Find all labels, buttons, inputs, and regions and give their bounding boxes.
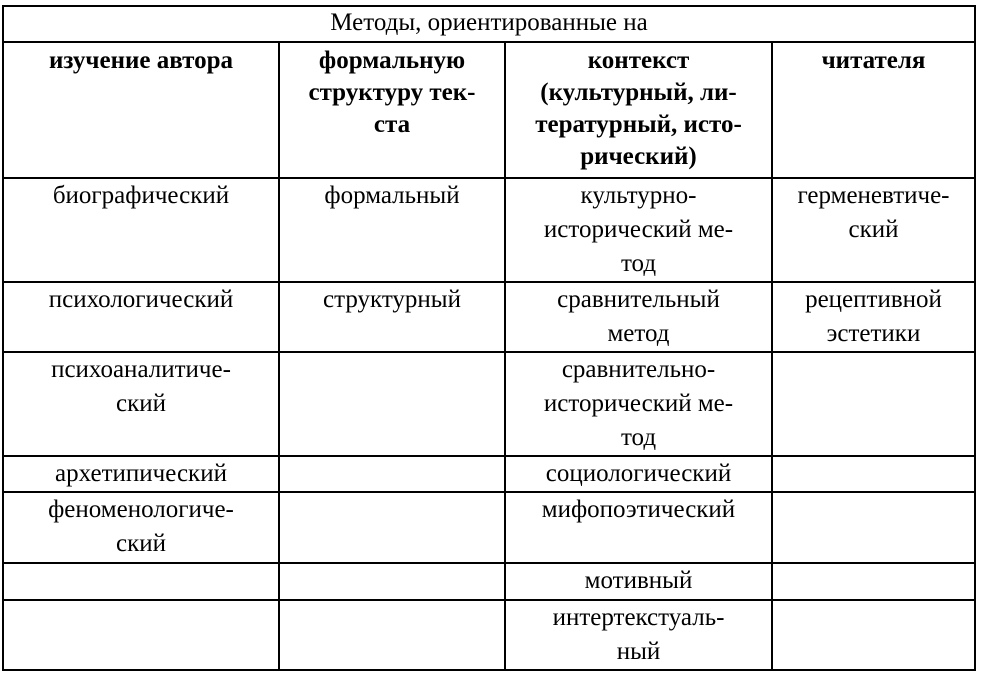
table-cell: формальный bbox=[279, 178, 505, 282]
header-context: контекст (культурный, ли- тературный, исто- рический) bbox=[505, 42, 772, 178]
table-row bbox=[3, 282, 975, 352]
methods-table bbox=[2, 5, 976, 671]
table-row bbox=[3, 456, 975, 492]
table-cell bbox=[279, 352, 505, 456]
table-row bbox=[3, 352, 975, 456]
table-cell bbox=[279, 600, 505, 670]
table-cell bbox=[772, 563, 975, 600]
table-cell bbox=[772, 456, 975, 492]
header-author: изучение автора bbox=[3, 42, 279, 178]
table-cell: феноменологиче- ский bbox=[3, 492, 279, 563]
table-cell: психологический bbox=[3, 282, 279, 352]
table-cell bbox=[279, 456, 505, 492]
table-cell: мифопоэтический bbox=[505, 492, 772, 563]
table-cell: мотивный bbox=[505, 563, 772, 600]
table-row bbox=[3, 563, 975, 600]
table-cell: культурно- исторический ме- тод bbox=[505, 178, 772, 282]
table-row bbox=[3, 492, 975, 563]
table-cell: интертекстуаль- ный bbox=[505, 600, 772, 670]
header-reader: читателя bbox=[772, 42, 975, 178]
table-cell: рецептивной эстетики bbox=[772, 282, 975, 352]
header-form: формальную структуру тек- ста bbox=[279, 42, 505, 178]
table-cell bbox=[279, 563, 505, 600]
table-cell: сравнительный метод bbox=[505, 282, 772, 352]
table-cell bbox=[772, 352, 975, 456]
table-cell bbox=[279, 492, 505, 563]
table-title: Методы, ориентированные на bbox=[3, 6, 975, 42]
table-cell: биографический bbox=[3, 178, 279, 282]
table-cell: сравнительно- исторический ме- тод bbox=[505, 352, 772, 456]
table-cell: герменевтиче- ский bbox=[772, 178, 975, 282]
table-cell bbox=[3, 600, 279, 670]
table-cell: структурный bbox=[279, 282, 505, 352]
table-title-row bbox=[3, 6, 975, 42]
table-cell: архетипический bbox=[3, 456, 279, 492]
table-header-row bbox=[3, 42, 975, 178]
table-cell: психоаналитиче- ский bbox=[3, 352, 279, 456]
table-cell bbox=[772, 600, 975, 670]
table-cell: социологический bbox=[505, 456, 772, 492]
table-row bbox=[3, 178, 975, 282]
table-cell bbox=[772, 492, 975, 563]
table-cell bbox=[3, 563, 279, 600]
table-row bbox=[3, 600, 975, 670]
